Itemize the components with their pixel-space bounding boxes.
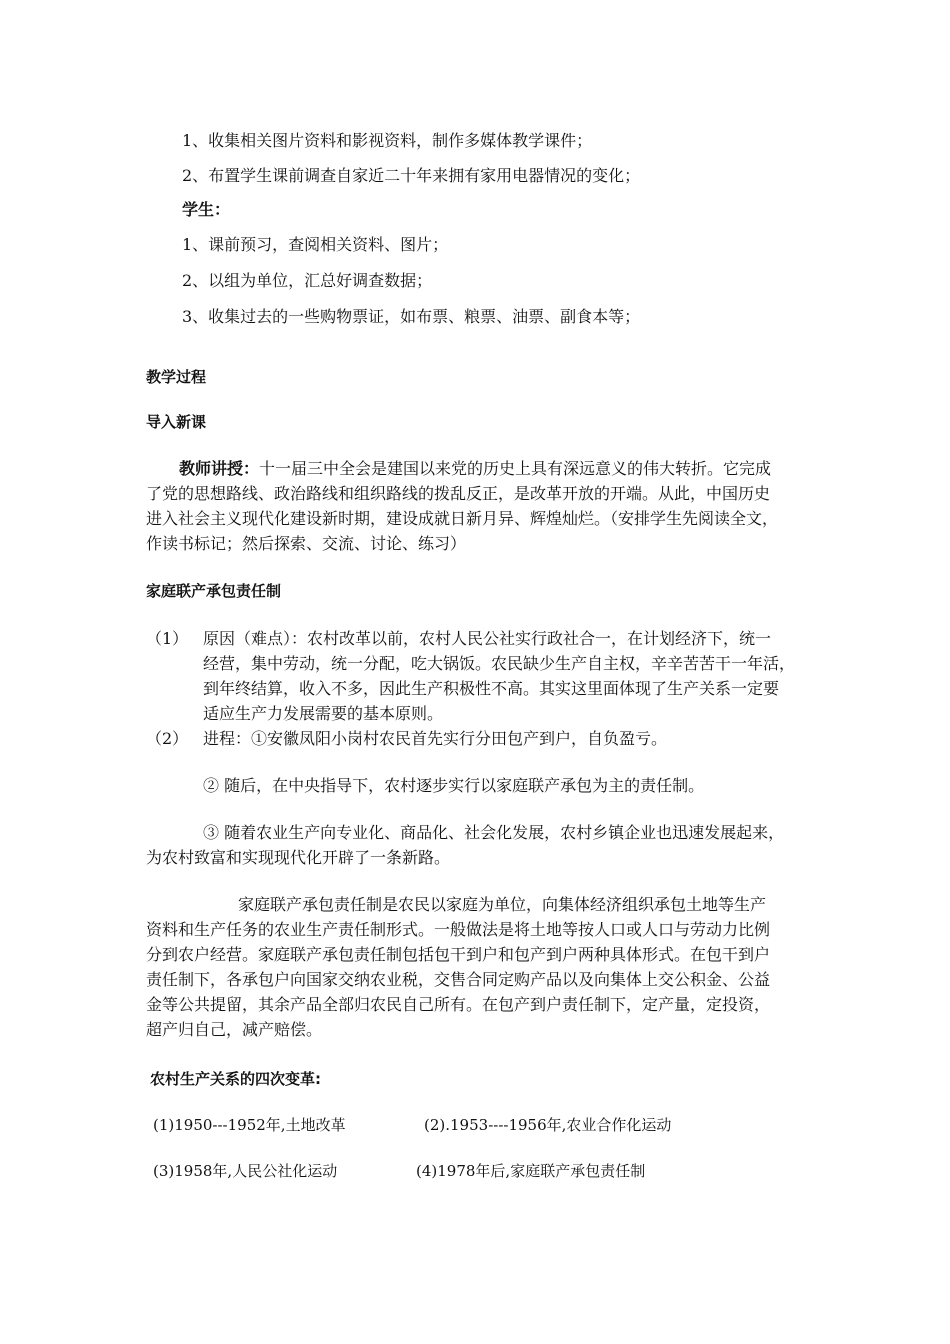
- heading-teaching-process: 教学过程: [146, 368, 207, 386]
- heading-intro: 导入新课: [146, 413, 207, 431]
- intro-text: 十一届三中全会是建国以来党的历史上具有深远意义的伟大转折。它完成: [259, 459, 772, 478]
- definition-line: 超产归自己，减产赔偿。: [146, 1020, 323, 1039]
- point2-number: （2）: [146, 729, 189, 748]
- point1-line: 到年终结算，收入不多，因此生产积极性不高。其实这里面体现了生产关系一定要: [203, 679, 780, 698]
- intro-line: 进入社会主义现代化建设新时期，建设成就日新月异、辉煌灿烂。（安排学生先阅读全文，: [146, 509, 779, 528]
- point1-line: 原因（难点）：农村改革以前，农村人民公社实行政社合一，在计划经济下，统一: [203, 629, 772, 648]
- point1-line: 经营，集中劳动，统一分配，吃大锅饭。农民缺少生产自主权，辛辛苦苦干一年活，: [203, 654, 796, 673]
- point1-line: 适应生产力发展需要的基本原则。: [203, 704, 444, 723]
- process-step-3: ③ 随着农业生产向专业化、商品化、社会化发展，农村乡镇企业也迅速发展起来，: [203, 823, 785, 842]
- process-step-2: ② 随后，在中央指导下，农村逐步实行以家庭联产承包为主的责任制。: [203, 776, 705, 795]
- point2-line: 进程：①安徽凤阳小岗村农民首先实行分田包产到户，自负盈亏。: [203, 729, 668, 748]
- intro-first-line: [179, 458, 771, 480]
- change-item: (2).1953----1956年,农业合作化运动: [424, 1116, 672, 1134]
- student-prep-item: 2、以组为单位，汇总好调查数据；: [182, 271, 433, 290]
- teacher-prep-item: 1、收集相关图片资料和影视资料，制作多媒体教学课件；: [182, 131, 593, 150]
- point1-number: （1）: [146, 629, 189, 648]
- teacher-prep-item: 2、布置学生课前调查自家近二十年来拥有家用电器情况的变化；: [182, 166, 641, 185]
- student-prep-item: 3、收集过去的一些购物票证，如布票、粮票、油票、副食本等；: [182, 307, 641, 326]
- change-item: (1)1950---1952年,土地改革: [153, 1116, 346, 1134]
- student-label: 学生：: [182, 200, 231, 219]
- student-prep-item: 1、课前预习，查阅相关资料、图片；: [182, 235, 449, 254]
- process-step-3-cont: 为农村致富和实现现代化开辟了一条新路。: [146, 848, 451, 867]
- definition-line: 分到农户经营。家庭联产承包责任制包括包干到户和包产到户两种具体形式。在包干到户: [146, 945, 771, 964]
- change-item: (4)1978年后,家庭联产承包责任制: [416, 1162, 646, 1180]
- change-item: (3)1958年,人民公社化运动: [153, 1162, 338, 1180]
- definition-line: 责任制下，各承包户向国家交纳农业税，交售合同定购产品以及向集体上交公积金、公益: [146, 970, 771, 989]
- intro-line: 作读书标记；然后探索、交流、讨论、练习）: [146, 534, 467, 553]
- intro-line: 了党的思想路线、政治路线和组织路线的拨乱反正，是改革开放的开端。从此，中国历史: [146, 484, 771, 503]
- heading-four-changes: 农村生产关系的四次变革:: [150, 1070, 321, 1088]
- definition-line: 金等公共提留，其余产品全部归农民自己所有。在包产到户责任制下，定产量，定投资，: [146, 995, 771, 1014]
- heading-responsibility-system: 家庭联产承包责任制: [146, 582, 282, 600]
- intro-label: 教师讲授：: [179, 459, 260, 478]
- definition-line: 资料和生产任务的农业生产责任制形式。一般做法是将土地等按人口或人口与劳动力比例: [146, 920, 771, 939]
- definition-line: 家庭联产承包责任制是农民以家庭为单位，向集体经济组织承包土地等生产: [238, 895, 767, 914]
